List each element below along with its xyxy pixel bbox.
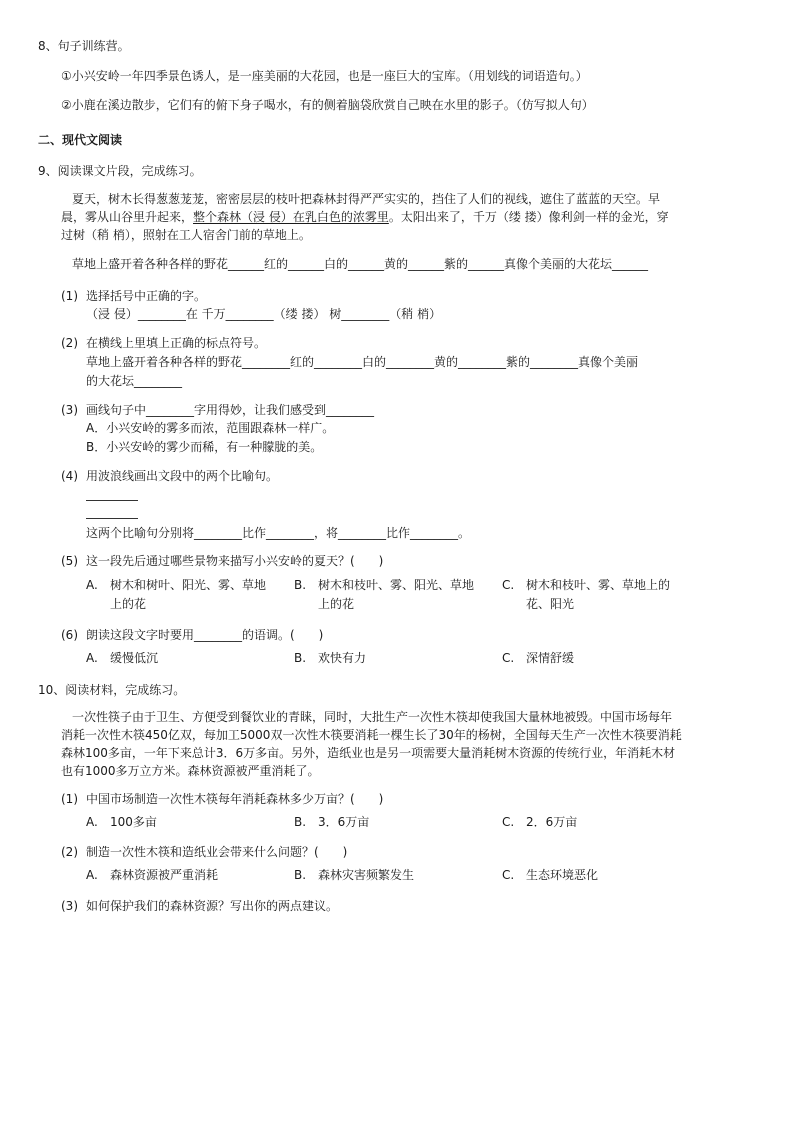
q10-passage-line-2: 消耗一次性木筷450亿双，每加工5000双一次性木筷要消耗一棵生长了30年的杨树，全国每天生产一次性木筷要消耗 [61,728,682,742]
q9-sub6-option-b-label: B. [294,651,307,665]
q9-passage-line-3: 过树（稍 梢），照射在工人宿舍门前的草地上。 [61,228,311,242]
q9-sub5-option-c-text-2: 花、阳光 [526,597,575,611]
q9-sub5-option-b-text-1: 树木和枝叶、雾、阳光、草地 [318,578,475,592]
q9-passage-line-2-b: 。太阳出来了，千万（缕 搂）像利剑一样的金光，穿 [388,210,669,224]
q10-passage-line-3: 森林100多亩，一年下来总计3．6万多亩。另外，造纸业也是另一项需要大量消耗树木资源的传统行业，年消耗木材 [61,746,676,760]
q10-sub1-title: 中国市场制造一次性木筷每年消耗森林多少万亩？( ) [86,792,384,806]
q9-sub3-label: (3) [61,403,78,417]
q8-title: 8、句子训练营。 [38,39,130,53]
q10-sub1-option-b-text: 3．6万亩 [318,815,370,829]
q10-sub1-option-c-text: 2．6万亩 [526,815,578,829]
q9-passage-line-1: 夏天，树木长得葱葱茏茏，密密层层的枝叶把森林封得严严实实的，挡住了人们的视线，遮住了蓝蓝的天空。早 [72,192,661,206]
q10-sub2-option-b-label: B. [294,868,307,882]
q10-sub2-option-a-text: 森林资源被严重消耗 [110,868,219,882]
q9-sub2-label: (2) [61,336,78,350]
q10-passage-line-1: 一次性筷子由于卫生、方便受到餐饮业的青睐，同时，大批生产一次性木筷却使我国大量林地被毁。中国市场每年 [72,710,673,724]
q9-sub4-title: 用波浪线画出文段中的两个比喻句。 [86,469,279,483]
q9-title: 9、阅读课文片段，完成练习。 [38,164,202,178]
q9-sub6-label: (6) [61,628,78,642]
q9-sub5-option-a-label: A. [86,578,98,592]
q10-sub1-option-a-text: 100多亩 [110,815,157,829]
q10-sub2-option-a-label: A. [86,868,98,882]
q9-sub5-label: (5) [61,554,78,568]
q10-sub2-label: (2) [61,845,78,859]
q9-sub3-option-b: B．小兴安岭的雾少而稀，有一种朦胧的美。 [86,440,323,454]
q9-sub5-option-c-text-1: 树木和枝叶、雾、草地上的 [526,578,671,592]
q10-sub3-title: 如何保护我们的森林资源？写出你的两点建议。 [86,899,339,913]
q9-sub1-title: 选择括号中正确的字。 [86,289,207,303]
q9-sub6-option-b-text: 欢快有力 [318,651,367,665]
q8-item-2: ②小鹿在溪边散步，它们有的俯下身子喝水，有的侧着脑袋欣赏自己映在水里的影子。（仿写拟人句） [61,98,594,112]
q9-sub5-title: 这一段先后通过哪些景物来描写小兴安岭的夏天？( ) [86,554,384,568]
q9-sub5-option-c-label: C. [502,578,515,592]
q9-sub4-line: 这两个比喻句分别将________比作________，将________比作________。 [86,526,471,540]
q10-sub1-option-c-label: C. [502,815,515,829]
q10-sub2-title: 制造一次性木筷和造纸业会带来什么问题？( ) [86,845,348,859]
q10-sub2-option-c-text: 生态环境恶化 [526,868,599,882]
section-2-title: 二、现代文阅读 [38,133,123,147]
q10-sub1-option-b-label: B. [294,815,307,829]
q9-sub2-line-1: 草地上盛开着各种各样的野花________红的________白的________黄的________紫的________真像个美丽 [86,355,639,369]
q10-sub1-option-a-label: A. [86,815,98,829]
q9-sub6-option-c-label: C. [502,651,515,665]
q9-sub5-option-a-text-1: 树木和树叶、阳光、雾、草地 [110,578,267,592]
q9-sub4-label: (4) [61,469,78,483]
answer-blank-line-1[interactable] [86,490,138,501]
q9-sub1-line: （浸 侵）________在 千万________（缕 搂） 树________（稍 梢） [86,307,442,321]
q8-item-1: ①小兴安岭一年四季景色诱人，是一座美丽的大花园，也是一座巨大的宝库。（用划线的词语造句。） [61,69,588,83]
underlined-sentence: 整个森林（浸 侵）在乳白色的浓雾里 [193,210,389,224]
q9-sub5-option-b-label: B. [294,578,307,592]
q9-passage-line-2 [61,209,669,225]
q9-sub6-option-a-text: 缓慢低沉 [110,651,159,665]
q9-sub3-title: 画线句子中________字用得妙，让我们感受到________ [86,403,375,417]
q9-sub2-title: 在横线上里填上正确的标点符号。 [86,336,267,350]
q10-passage-line-4: 也有1000多万立方米。森林资源被严重消耗了。 [61,764,320,778]
q9-sub1-label: (1) [61,289,78,303]
q10-sub1-label: (1) [61,792,78,806]
q10-sub2-option-c-label: C. [502,868,515,882]
q9-sub2-line-2: 的大花坛________ [86,374,183,388]
q10-title: 10、阅读材料，完成练习。 [38,683,186,697]
q9-sub5-option-a-text-2: 上的花 [110,597,147,611]
q10-sub2-option-b-text: 森林灾害频繁发生 [318,868,415,882]
q9-sub3-option-a: A．小兴安岭的雾多而浓，范围跟森林一样广。 [86,421,335,435]
answer-blank-line-2[interactable] [86,508,138,519]
q10-sub3-label: (3) [61,899,78,913]
q9-sub6-option-c-text: 深情舒缓 [526,651,575,665]
q9-sub6-option-a-label: A. [86,651,98,665]
q9-sub6-title: 朗读这段文字时要用________的语调。( ) [86,628,324,642]
q9-passage-line-4: 草地上盛开着各种各样的野花______红的______白的______黄的______紫的______真像个美丽的大花坛______ [72,257,649,271]
q9-sub5-option-b-text-2: 上的花 [318,597,355,611]
q9-passage-line-2-a: 晨，雾从山谷里升起来， [61,210,194,224]
